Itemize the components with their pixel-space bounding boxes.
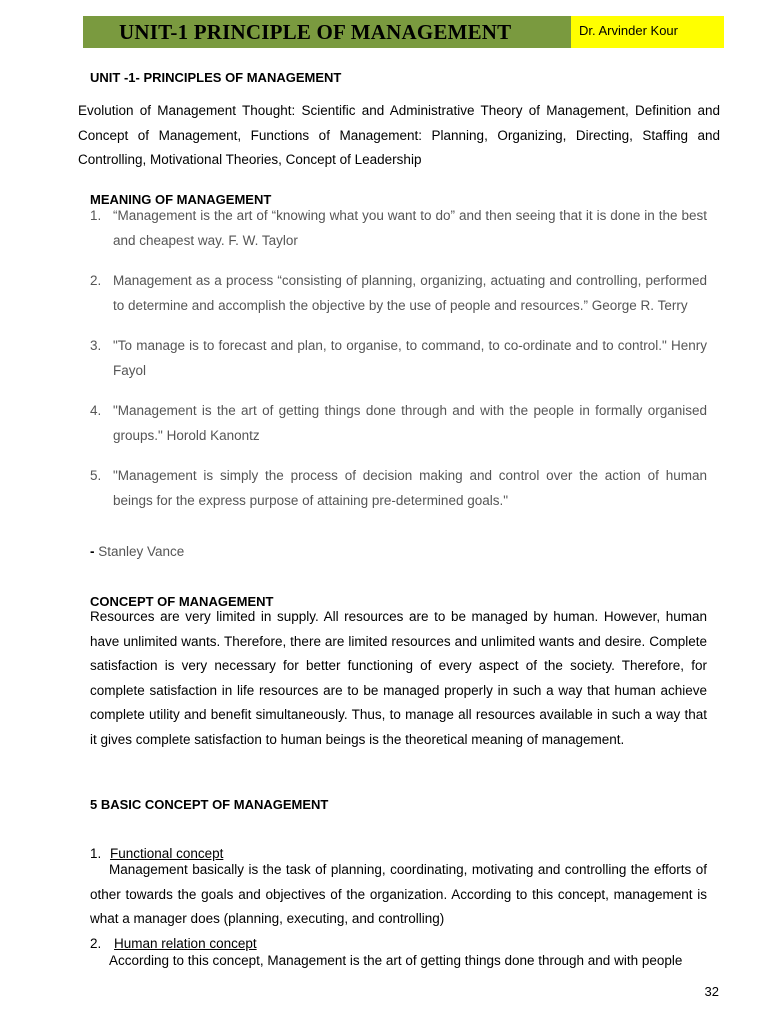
item-number: 1. (90, 846, 102, 861)
definition-item (90, 399, 707, 448)
syllabus-paragraph: Evolution of Management Thought: Scientific and Administrative Theory of Management, Definition and Concept of Management, Functions of Management: Planning, Organizing, Directing, Staffing and Controlling, Motivational Theories, Concept of Leadership (78, 103, 720, 167)
definition-text: "Management is the art of getting things done through and with the people in formally organised groups." Horold Kanontz (113, 403, 707, 443)
definitions-list (90, 204, 707, 513)
unit-heading: UNIT -1- PRINCIPLES OF MANAGEMENT (90, 70, 342, 85)
item-title: Functional concept (110, 846, 224, 861)
definition-item (90, 204, 707, 253)
definition-item (90, 464, 707, 513)
author-text: Stanley Vance (94, 544, 185, 559)
definition-text: Management as a process “consisting of planning, organizing, actuating and controlling, performed to determine and accomplish the objective by the use of people and resources.” George R. Terry (113, 273, 707, 313)
definition-item (90, 269, 707, 318)
definition-number: 3. (90, 338, 102, 353)
concept-paragraph: Resources are very limited in supply. All resources are to be managed by human. However, human have unlimited wants. Therefore, there are limited resources and unlimited wants and desire. Complete satisfaction is very necessary for better functioning of every aspect of the society. Therefore, for complete satisfaction in life resources are to be managed properly in such a way that human achieve complete utility and benefit simultaneously. Thus, to manage all resources available in such a way that it gives complete satisfaction to human beings is the theoretical meaning of management. (90, 609, 707, 747)
concept-item-1-text: Management basically is the task of planning, coordinating, motivating and controlling the efforts of other towards the goals and objectives of the organization. According to this concept, management is what a manager does (planning, executing, and controlling) (90, 862, 707, 926)
meaning-heading: MEANING OF MANAGEMENT (90, 192, 272, 207)
definition-text: "Management is simply the process of decision making and control over the action of human beings for the express purpose of attaining pre-determined goals." (113, 468, 707, 508)
concept-heading: CONCEPT OF MANAGEMENT (90, 594, 274, 609)
item-title: Human relation concept (114, 936, 257, 951)
document-title: UNIT-1 PRINCIPLE OF MANAGEMENT (83, 16, 571, 48)
definition-number: 2. (90, 273, 102, 288)
definition-text: “Management is the art of “knowing what you want to do” and then seeing that it is done in the best and cheapest way. F. W. Taylor (113, 208, 707, 248)
header-banner (83, 16, 724, 48)
definition-number: 5. (90, 468, 102, 483)
definition-author-line (90, 540, 184, 565)
concept-item-2-text: According to this concept, Management is the art of getting things done through and with people (109, 953, 683, 968)
definition-text: "To manage is to forecast and plan, to organise, to command, to co-ordinate and to control." Henry Fayol (113, 338, 707, 378)
definition-number: 4. (90, 403, 102, 418)
page-number: 32 (704, 984, 719, 999)
basic-concepts-heading: 5 BASIC CONCEPT OF MANAGEMENT (90, 797, 329, 812)
author-dash: - (90, 544, 95, 559)
definition-number: 1. (90, 208, 102, 223)
item-number: 2. (90, 936, 102, 951)
definition-item (90, 334, 707, 383)
author-name: Dr. Arvinder Kour (571, 16, 724, 48)
